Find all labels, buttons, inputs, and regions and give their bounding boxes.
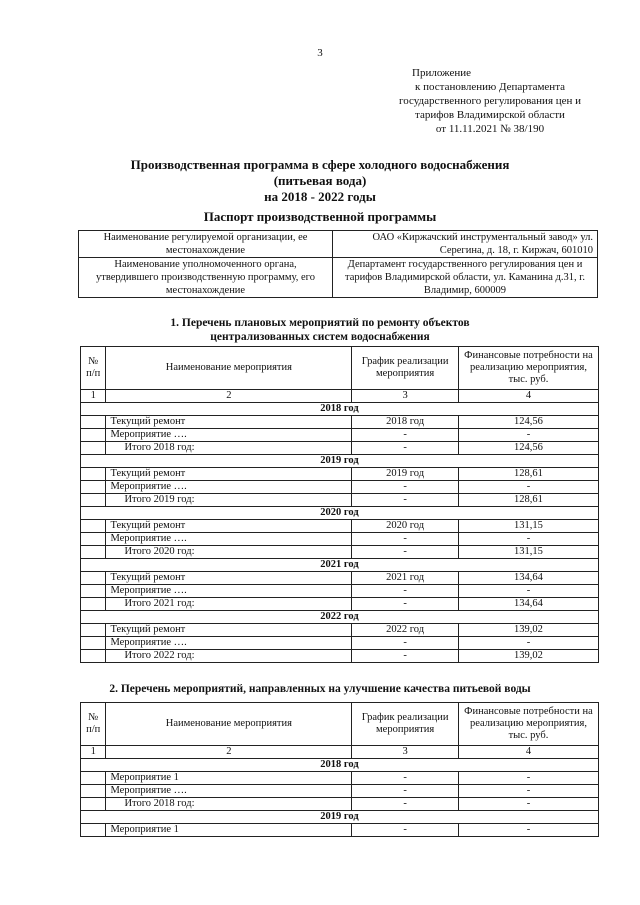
table-row xyxy=(81,772,599,785)
event-name: Мероприятие …. xyxy=(106,481,352,494)
column-number: 3 xyxy=(352,390,459,403)
appendix-line: Приложение xyxy=(412,67,472,79)
event-schedule: - xyxy=(352,772,459,785)
year-row xyxy=(81,811,599,824)
event-name: Итого 2021 год: xyxy=(106,598,352,611)
event-amount: - xyxy=(458,785,598,798)
event-name: Мероприятие …. xyxy=(106,785,352,798)
table-row xyxy=(81,598,599,611)
year-label: 2020 год xyxy=(81,507,599,520)
appendix-block xyxy=(340,66,640,136)
row-number xyxy=(81,416,106,429)
repair-plan-table xyxy=(80,346,599,663)
event-name: Текущий ремонт xyxy=(106,520,352,533)
event-amount: - xyxy=(458,772,598,785)
passport-value: Департамент государственного регулирования цен и тарифов Владимирской области, ул. Каманина д.31, г. Владимир, 600009 xyxy=(333,258,598,298)
row-number xyxy=(81,520,106,533)
year-label: 2022 год xyxy=(81,611,599,624)
event-schedule: - xyxy=(352,824,459,837)
event-name: Итого 2018 год: xyxy=(106,798,352,811)
year-row xyxy=(81,559,599,572)
event-amount: 131,15 xyxy=(458,520,598,533)
header-number: № п/п xyxy=(81,347,106,390)
event-name: Мероприятие …. xyxy=(106,533,352,546)
row-number xyxy=(81,650,106,663)
header-finance: Финансовые потребности на реализацию мероприятия, тыс. руб. xyxy=(458,347,598,390)
event-schedule: - xyxy=(352,429,459,442)
header-finance: Финансовые потребности на реализацию мероприятия, тыс. руб. xyxy=(458,703,598,746)
year-row xyxy=(81,759,599,772)
event-amount: - xyxy=(458,481,598,494)
event-amount: 139,02 xyxy=(458,624,598,637)
event-amount: 124,56 xyxy=(458,442,598,455)
row-number xyxy=(81,798,106,811)
event-amount: 134,64 xyxy=(458,572,598,585)
event-schedule: - xyxy=(352,598,459,611)
event-schedule: - xyxy=(352,546,459,559)
event-amount: - xyxy=(458,533,598,546)
year-row xyxy=(81,403,599,416)
row-number xyxy=(81,824,106,837)
table-row xyxy=(81,416,599,429)
event-amount: - xyxy=(458,585,598,598)
header-schedule: График реализации мероприятия xyxy=(352,703,459,746)
event-schedule: 2022 год xyxy=(352,624,459,637)
header-name: Наименование мероприятия xyxy=(106,703,352,746)
event-schedule: - xyxy=(352,442,459,455)
column-number-row xyxy=(81,390,599,403)
table-row xyxy=(81,585,599,598)
event-schedule: - xyxy=(352,650,459,663)
appendix-line: государственного регулирования цен и xyxy=(398,95,582,107)
event-amount: - xyxy=(458,429,598,442)
appendix-line: к постановлению Департамента xyxy=(414,81,566,93)
table-row xyxy=(81,624,599,637)
table-row xyxy=(81,520,599,533)
table-header-row xyxy=(81,703,599,746)
column-number: 2 xyxy=(106,746,352,759)
passport-title: Паспорт производственной программы xyxy=(203,209,437,224)
event-schedule: 2018 год xyxy=(352,416,459,429)
event-name: Мероприятие …. xyxy=(106,429,352,442)
passport-table xyxy=(78,230,598,298)
year-row xyxy=(81,611,599,624)
year-row xyxy=(81,507,599,520)
event-name: Текущий ремонт xyxy=(106,624,352,637)
table-row xyxy=(81,824,599,837)
row-number xyxy=(81,572,106,585)
header-name: Наименование мероприятия xyxy=(106,347,352,390)
event-amount: 128,61 xyxy=(458,494,598,507)
table-row xyxy=(81,546,599,559)
row-number xyxy=(81,585,106,598)
year-label: 2018 год xyxy=(81,403,599,416)
event-amount: 131,15 xyxy=(458,546,598,559)
event-name: Итого 2020 год: xyxy=(106,546,352,559)
year-label: 2019 год xyxy=(81,811,599,824)
year-row xyxy=(81,455,599,468)
event-name: Текущий ремонт xyxy=(106,572,352,585)
column-number: 4 xyxy=(458,390,598,403)
event-amount: 134,64 xyxy=(458,598,598,611)
row-number xyxy=(81,624,106,637)
table-row xyxy=(81,650,599,663)
table-row xyxy=(81,637,599,650)
title-line: на 2018 - 2022 годы xyxy=(264,189,376,204)
row-number xyxy=(81,429,106,442)
passport-row xyxy=(79,258,598,298)
table-row xyxy=(81,468,599,481)
table-row xyxy=(81,442,599,455)
column-number: 3 xyxy=(352,746,459,759)
event-name: Текущий ремонт xyxy=(106,468,352,481)
passport-value: ОАО «Киржачский инструментальный завод» ул. Серегина, д. 18, г. Киржач, 601010 xyxy=(333,231,598,258)
event-name: Мероприятие …. xyxy=(106,585,352,598)
event-schedule: - xyxy=(352,785,459,798)
section1-heading: 1. Перечень плановых мероприятий по ремонту объектов централизованных систем водоснабжения xyxy=(170,317,470,343)
passport-label: Наименование регулируемой организации, ее местонахождение xyxy=(79,231,333,258)
event-schedule: - xyxy=(352,494,459,507)
event-schedule: - xyxy=(352,533,459,546)
page-number: 3 xyxy=(317,47,323,59)
event-name: Мероприятие 1 xyxy=(106,772,352,785)
header-number: № п/п xyxy=(81,703,106,746)
row-number xyxy=(81,481,106,494)
event-name: Мероприятие …. xyxy=(106,637,352,650)
appendix-line: тарифов Владимирской области xyxy=(415,109,565,121)
event-name: Текущий ремонт xyxy=(106,416,352,429)
row-number xyxy=(81,772,106,785)
title-line: (питьевая вода) xyxy=(273,173,367,188)
table-row xyxy=(81,798,599,811)
row-number xyxy=(81,598,106,611)
event-schedule: 2021 год xyxy=(352,572,459,585)
row-number xyxy=(81,468,106,481)
row-number xyxy=(81,494,106,507)
event-amount: - xyxy=(458,637,598,650)
event-amount: 124,56 xyxy=(458,416,598,429)
row-number xyxy=(81,785,106,798)
event-name: Итого 2022 год: xyxy=(106,650,352,663)
event-amount: 128,61 xyxy=(458,468,598,481)
column-number: 1 xyxy=(81,390,106,403)
header-schedule: График реализации мероприятия xyxy=(352,347,459,390)
table-header-row xyxy=(81,347,599,390)
event-name: Итого 2018 год: xyxy=(106,442,352,455)
row-number xyxy=(81,533,106,546)
event-schedule: - xyxy=(352,585,459,598)
event-schedule: 2019 год xyxy=(352,468,459,481)
passport-row xyxy=(79,231,598,258)
row-number xyxy=(81,637,106,650)
table-row xyxy=(81,785,599,798)
year-label: 2019 год xyxy=(81,455,599,468)
table-row xyxy=(81,572,599,585)
column-number: 1 xyxy=(81,746,106,759)
appendix-line: от 11.11.2021 № 38/190 xyxy=(435,123,545,135)
water-quality-table xyxy=(80,702,599,837)
column-number-row xyxy=(81,746,599,759)
document-title xyxy=(0,157,640,205)
event-schedule: - xyxy=(352,481,459,494)
column-number: 2 xyxy=(106,390,352,403)
table-row xyxy=(81,533,599,546)
year-label: 2021 год xyxy=(81,559,599,572)
row-number xyxy=(81,546,106,559)
event-name: Итого 2019 год: xyxy=(106,494,352,507)
event-schedule: - xyxy=(352,637,459,650)
section2-heading: 2. Перечень мероприятий, направленных на улучшение качества питьевой воды xyxy=(109,683,531,695)
event-schedule: - xyxy=(352,798,459,811)
event-amount: - xyxy=(458,824,598,837)
table-row xyxy=(81,481,599,494)
event-amount: 139,02 xyxy=(458,650,598,663)
event-amount: - xyxy=(458,798,598,811)
table-row xyxy=(81,429,599,442)
table-row xyxy=(81,494,599,507)
row-number xyxy=(81,442,106,455)
event-name: Мероприятие 1 xyxy=(106,824,352,837)
column-number: 4 xyxy=(458,746,598,759)
passport-label: Наименование уполномоченного органа, утвердившего производственную программу, его местонахождение xyxy=(79,258,333,298)
event-schedule: 2020 год xyxy=(352,520,459,533)
year-label: 2018 год xyxy=(81,759,599,772)
title-line: Производственная программа в сфере холодного водоснабжения xyxy=(130,157,510,172)
